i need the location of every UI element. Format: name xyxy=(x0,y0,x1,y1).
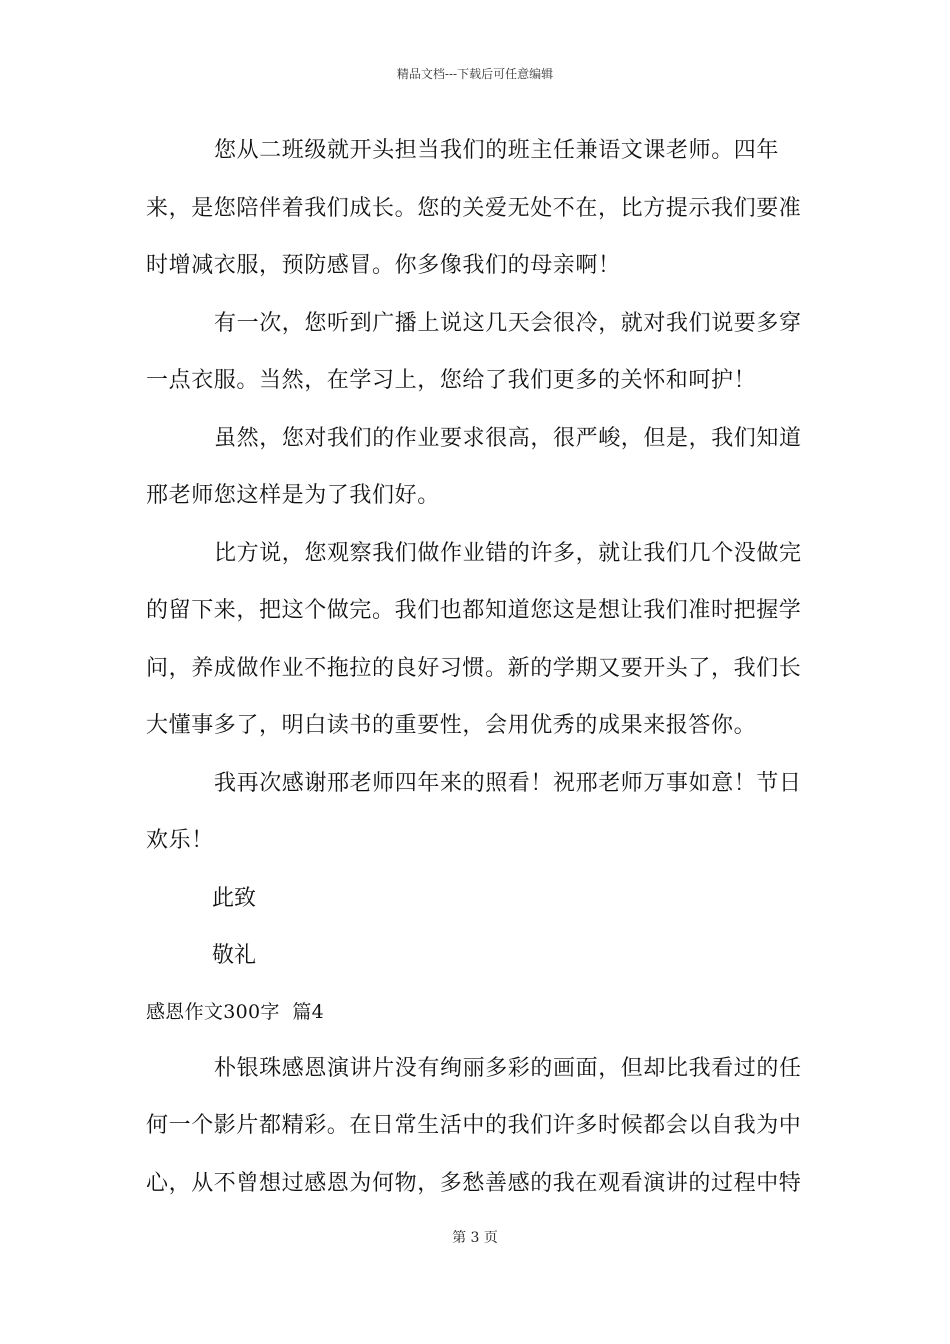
section-heading: 感恩作文300字 篇4 xyxy=(146,1000,325,1023)
paragraph: 虽然，您对我们的作业要求很高，很严峻，但是，我们知道邢老师您这样是为了我们好。 xyxy=(146,425,802,508)
paragraph: 您从二班级就开头担当我们的班主任兼语文课老师。四年来，是您陪伴着我们成长。您的关爱无处不在，比方提示我们要准时增减衣服，预防感冒。你多像我们的母亲啊！ xyxy=(146,138,802,278)
paragraph: 朴银珠感恩演讲片没有绚丽多彩的画面，但却比我看过的任何一个影片都精彩。在日常生活中的我们许多时候都会以自我为中心，从不曾想过感恩为何物，多愁善感的我在观看演讲的过程中特 xyxy=(146,1055,802,1196)
document-body xyxy=(146,122,814,1212)
page-header: 精品文档---下载后可任意编辑 xyxy=(396,67,554,81)
paragraph: 我再次感谢邢老师四年来的照看！祝邢老师万事如意！节日欢乐！ xyxy=(146,770,802,853)
paragraph: 比方说，您观察我们做作业错的许多，就让我们几个没做完的留下来，把这个做完。我们也都知道您这是想让我们准时把握学问，养成做作业不拖拉的良好习惯。新的学期又要开头了，我们长大懂事多了，明白读书的重要性，会用优秀的成果来报答你。 xyxy=(146,540,802,738)
page-number: 第 3 页 xyxy=(452,1230,498,1246)
closing-line-jingli: 敬礼 xyxy=(212,943,257,968)
paragraph: 有一次，您听到广播上说这几天会很冷，就对我们说要多穿一点衣服。当然，在学习上，您给了我们更多的关怀和呵护！ xyxy=(146,310,802,393)
closing-line-cizhi: 此致 xyxy=(212,885,257,911)
